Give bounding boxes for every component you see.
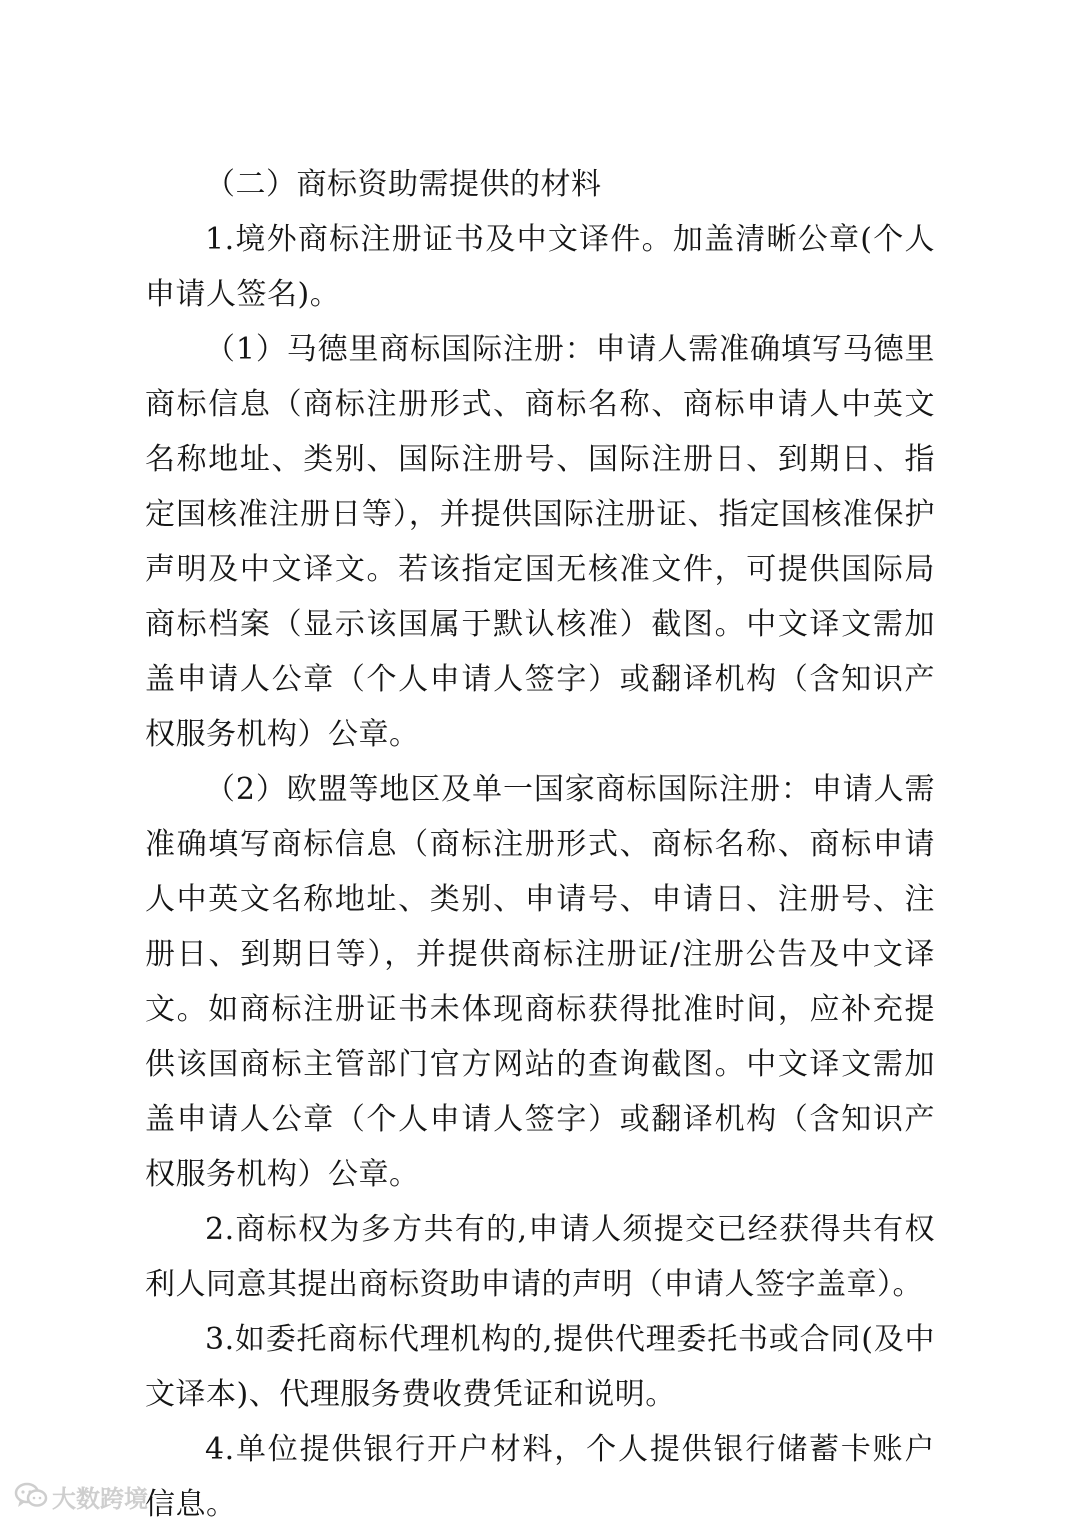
paragraph-item-1: 1.境外商标注册证书及中文译件。加盖清晰公章(个人申请人签名)。 [145,222,935,312]
paragraph-item-3: 3.如委托商标代理机构的,提供代理委托书或合同(及中文译本)、代理服务费收费凭证和说明。 [145,1322,935,1412]
paragraph-item-2: 2.商标权为多方共有的,申请人须提交已经获得共有权利人同意其提出商标资助申请的声明（申请人签字盖章）。 [145,1212,935,1302]
watermark-text: 大数跨境 [52,1484,148,1513]
wechat-logo-icon [14,1481,48,1511]
paragraph-item-4: 4.单位提供银行开户材料，个人提供银行储蓄卡账户信息。 [145,1432,935,1522]
section-heading: （二）商标资助需提供的材料 [205,167,602,202]
watermark [14,1480,148,1512]
paragraph-madrid-registration: （1）马德里商标国际注册：申请人需准确填写马德里商标信息（商标注册形式、商标名称、商标申请人中英文名称地址、类别、国际注册号、国际注册日、到期日、指定国核准注册日等），并提供国际注册证、指定国核准保护声明及中文译文。若该指定国无核准文件，可提供国际局商标档案（显示该国属于默认核准）截图。中文译文需加盖申请人公章（个人申请人签字）或翻译机构（含知识产权服务机构）公章。 [145,332,935,752]
paragraph-eu-registration: （2）欧盟等地区及单一国家商标国际注册：申请人需准确填写商标信息（商标注册形式、商标名称、商标申请人中英文名称地址、类别、申请号、申请日、注册号、注册日、到期日等），并提供商标注册证/注册公告及中文译文。如商标注册证书未体现商标获得批准时间，应补充提供该国商标主管部门官方网站的查询截图。中文译文需加盖申请人公章（个人申请人签字）或翻译机构（含知识产权服务机构）公章。 [145,772,935,1192]
document-body [145,157,935,1527]
